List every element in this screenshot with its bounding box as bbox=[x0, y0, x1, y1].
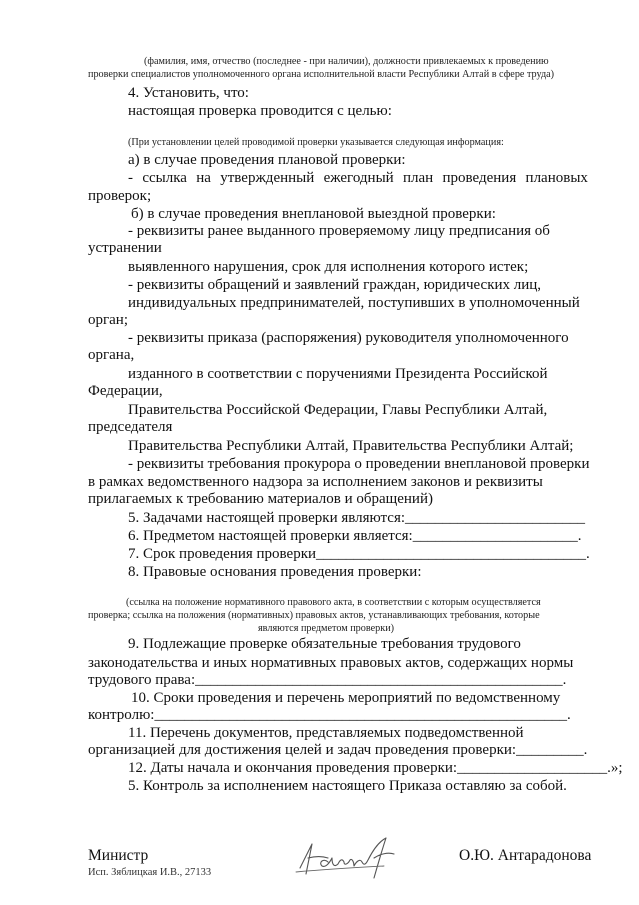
note-specialists-line2: проверки специалистов уполномоченного органа исполнительной власти Республики Алтай в сфере труда) bbox=[88, 69, 555, 80]
item-b-entrepreneurs: индивидуальных предпринимателей, поступивших в уполномоченный bbox=[128, 295, 580, 311]
item-b-entrepreneurs-cont: орган; bbox=[88, 312, 129, 328]
item-b-prosecutor-end: прилагаемых к требованию материалов и обращений) bbox=[88, 491, 433, 507]
item-4-purpose: настоящая проверка проводится с целью: bbox=[128, 103, 392, 119]
item-b-government-ra: Правительства Республики Алтай, Правительства Республики Алтай; bbox=[128, 438, 574, 454]
note-purpose-intro: (При установлении целей проводимой проверки указывается следующая информация: bbox=[128, 137, 504, 148]
item-a-plan-reference-cont: проверок; bbox=[88, 188, 152, 204]
item-b-government: Правительства Российской Федерации, Главы Республики Алтай, bbox=[128, 402, 548, 418]
item-b-order-details-cont: устранении bbox=[88, 240, 162, 256]
item-10-control-terms: 10. Сроки проведения и перечень мероприятий по ведомственному bbox=[131, 690, 561, 706]
item-b-director-order: - реквизиты приказа (распоряжения) руководителя уполномоченного bbox=[128, 330, 569, 346]
item-b-prosecutor: - реквизиты требования прокурора о проведении внеплановой проверки bbox=[128, 456, 590, 472]
note-specialists-line1: (фамилия, имя, отчество (последнее - при наличии), должности привлекаемых к проведению bbox=[144, 56, 549, 67]
item-5-tasks: 5. Задачами настоящей проверки являются:________________________ bbox=[128, 510, 586, 526]
item-a-plan-reference: - ссылка на утвержденный ежегодный план проведения плановых bbox=[128, 170, 588, 186]
note-legal-basis-line1: (ссылка на положение нормативного правового акта, в соответствии с которым осуществляется bbox=[126, 597, 541, 608]
item-9-labor-law: трудового права:_________________________________________________. bbox=[88, 672, 567, 688]
item-11-documents: 11. Перечень документов, представляемых подведомственной bbox=[128, 725, 524, 741]
item-b-violation: выявленного нарушения, срок для исполнения которого истек; bbox=[128, 259, 529, 275]
item-4-title: 4. Установить, что: bbox=[128, 85, 249, 101]
item-7-term: 7. Срок проведения проверки____________________________________. bbox=[128, 546, 590, 562]
item-b-prosecutor-cont: в рамках ведомственного надзора за исполнением законов и реквизиты bbox=[88, 474, 543, 490]
handwritten-signature bbox=[288, 828, 418, 888]
note-legal-basis-line2: проверка; ссылка на положения (нормативных) правовых актов, устанавливающих требования, которые bbox=[88, 610, 540, 621]
item-b-director-order-cont: органа, bbox=[88, 347, 135, 363]
item-a-planned: а) в случае проведения плановой проверки: bbox=[128, 152, 406, 168]
item-b-order-details: - реквизиты ранее выданного проверяемому лицу предписания об bbox=[128, 223, 550, 239]
item-5-control: 5. Контроль за исполнением настоящего Приказа оставляю за собой. bbox=[128, 778, 567, 794]
signatory-position: Министр bbox=[88, 847, 149, 864]
item-10-control-terms-cont: контролю:_______________________________________________________. bbox=[88, 707, 571, 723]
item-9-requirements: 9. Подлежащие проверке обязательные требования трудового bbox=[128, 636, 521, 652]
item-b-unplanned: б) в случае проведения внеплановой выездной проверки: bbox=[131, 206, 496, 222]
item-b-appeals: - реквизиты обращений и заявлений граждан, юридических лиц, bbox=[128, 277, 542, 293]
note-legal-basis-line3: являются предметом проверки) bbox=[258, 623, 395, 634]
item-8-legal-basis: 8. Правовые основания проведения проверки: bbox=[128, 564, 422, 580]
executor-info: Исп. Зяблицкая И.В., 27133 bbox=[88, 867, 212, 878]
item-b-president: изданного в соответствии с поручениями Президента Российской bbox=[128, 366, 548, 382]
signatory-name: О.Ю. Антарадонова bbox=[459, 847, 592, 864]
item-6-subject: 6. Предметом настоящей проверки является:______________________. bbox=[128, 528, 582, 544]
item-9-requirements-cont: законодательства и иных нормативных правовых актов, содержащих нормы bbox=[88, 655, 574, 671]
item-b-government-cont: председателя bbox=[88, 419, 173, 435]
item-11-documents-cont: организацией для достижения целей и задач проведения проверки:_________. bbox=[88, 742, 588, 758]
item-12-dates: 12. Даты начала и окончания проведения проверки:____________________.»; bbox=[128, 760, 623, 776]
item-b-president-cont: Федерации, bbox=[88, 383, 163, 399]
